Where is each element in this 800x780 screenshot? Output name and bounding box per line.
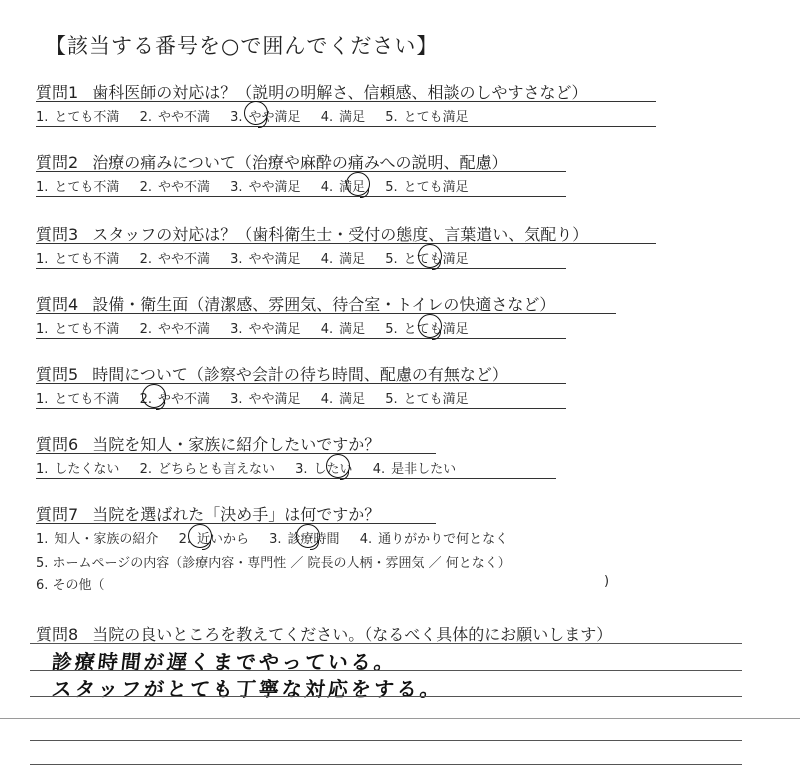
question-5-options <box>36 388 485 407</box>
circle-tail-mark <box>202 540 211 550</box>
question-1-heading <box>36 80 588 103</box>
question-number: 質問4 <box>36 295 79 314</box>
option-6-close-paren: ) <box>604 574 610 589</box>
question-4-heading <box>36 292 555 315</box>
option-5[interactable]: 5. とても満足 <box>385 110 469 125</box>
option-5[interactable]: 5. とても満足 <box>385 322 469 337</box>
page-title: 【該当する番号を○で囲んでください】 <box>45 34 439 58</box>
option-1[interactable]: 1. とても不満 <box>36 392 120 407</box>
option-3[interactable]: 3. やや満足 <box>230 110 301 125</box>
question-underline <box>36 523 436 524</box>
option-3[interactable]: 3. やや満足 <box>230 392 301 407</box>
answer-line <box>30 670 742 671</box>
option-6-other[interactable]: 6. その他（ <box>36 578 105 593</box>
option-2[interactable]: 2. どちらとも言えない <box>139 462 275 477</box>
option-1[interactable]: 1. とても不満 <box>36 322 120 337</box>
answer-line <box>30 643 742 644</box>
option-5[interactable]: 5. とても満足 <box>385 392 469 407</box>
option-1[interactable]: 1. とても不満 <box>36 252 120 267</box>
option-4[interactable]: 4. 満足 <box>320 180 366 195</box>
question-number: 質問1 <box>36 83 79 102</box>
option-2[interactable]: 2. やや不満 <box>139 180 210 195</box>
options-underline <box>36 408 566 409</box>
options-underline <box>36 196 566 197</box>
question-number: 質問5 <box>36 365 79 384</box>
question-number: 質問6 <box>36 435 79 454</box>
answer-line <box>30 764 742 765</box>
question-text: 当院の良いところを教えてください。（なるべく具体的にお願いします） <box>92 625 613 644</box>
question-number: 質問3 <box>36 225 79 244</box>
option-3[interactable]: 3. やや満足 <box>230 322 301 337</box>
option-2[interactable]: 2. やや不満 <box>139 252 210 267</box>
question-underline <box>36 243 656 244</box>
option-5[interactable]: 5. とても満足 <box>385 180 469 195</box>
answer-line <box>30 740 742 741</box>
option-1[interactable]: 1. とても不満 <box>36 180 120 195</box>
option-2[interactable]: 2. やや不満 <box>139 392 210 407</box>
answer-line <box>30 696 742 697</box>
question-underline <box>36 171 566 172</box>
question-underline <box>36 453 436 454</box>
option-1[interactable]: 1. したくない <box>36 462 120 477</box>
question-number: 質問8 <box>36 625 79 644</box>
question-5-heading <box>36 362 508 385</box>
option-4[interactable]: 4. 満足 <box>320 110 366 125</box>
handwritten-answer-line-1: 診療時間が遅くまでやっている。 <box>50 650 399 674</box>
question-2-heading <box>36 150 508 173</box>
question-2-options <box>36 176 485 195</box>
option-5[interactable]: 5. とても満足 <box>385 252 469 267</box>
question-text: スタッフの対応は？（歯科衛生士・受付の態度、言葉遣い、気配り） <box>92 225 589 244</box>
option-2[interactable]: 2. やや不満 <box>139 110 210 125</box>
question-underline <box>36 101 656 102</box>
question-6-options <box>36 458 472 477</box>
options-underline <box>36 268 566 269</box>
options-underline <box>36 338 566 339</box>
scan-edge-line <box>0 718 800 719</box>
option-4[interactable]: 4. 満足 <box>320 252 366 267</box>
option-1[interactable]: 1. とても不満 <box>36 110 120 125</box>
option-1[interactable]: 1. 知人・家族の紹介 <box>36 532 159 547</box>
question-number: 質問7 <box>36 505 79 524</box>
question-3-heading <box>36 222 588 245</box>
question-text: 当院を選ばれた「決め手」は何ですか？ <box>92 505 381 524</box>
question-text: 当院を知人・家族に紹介したいですか？ <box>92 435 381 454</box>
option-5-homepage[interactable]: 5. ホームページの内容（診療内容・専門性 ／ 院長の人柄・雰囲気 ／ 何となく） <box>36 556 511 571</box>
option-4[interactable]: 4. 満足 <box>320 322 366 337</box>
question-underline <box>36 313 616 314</box>
option-2[interactable]: 2. 近いから <box>178 532 249 547</box>
handwritten-answer-line-2: スタッフがとても丁寧な対応をする。 <box>50 677 445 701</box>
option-4[interactable]: 4. 通りがかりで何となく <box>359 532 509 547</box>
circle-tail-mark <box>310 540 319 550</box>
options-underline <box>36 126 656 127</box>
question-6-heading <box>36 432 380 455</box>
question-text: 歯科医師の対応は？（説明の明解さ、信頼感、相談のしやすさなど） <box>92 83 588 102</box>
option-3[interactable]: 3. やや満足 <box>230 252 301 267</box>
option-3[interactable]: 3. 診療時間 <box>269 532 340 547</box>
question-text: 治療の痛みについて（治療や麻酔の痛みへの説明、配慮） <box>92 153 508 172</box>
option-4[interactable]: 4. 是非したい <box>372 462 457 477</box>
question-7-heading <box>36 502 380 525</box>
option-2[interactable]: 2. やや不満 <box>139 322 210 337</box>
question-8-heading <box>36 622 612 645</box>
option-4[interactable]: 4. 満足 <box>320 392 366 407</box>
option-3[interactable]: 3. やや満足 <box>230 180 301 195</box>
question-text: 時間について（診察や会計の待ち時間、配慮の有無など） <box>92 365 508 384</box>
question-7-options <box>36 528 524 547</box>
question-text: 設備・衛生面（清潔感、雰囲気、待合室・トイレの快適さなど） <box>92 295 556 314</box>
options-underline <box>36 478 556 479</box>
question-number: 質問2 <box>36 153 79 172</box>
option-3[interactable]: 3. したい <box>295 462 353 477</box>
question-underline <box>36 383 566 384</box>
